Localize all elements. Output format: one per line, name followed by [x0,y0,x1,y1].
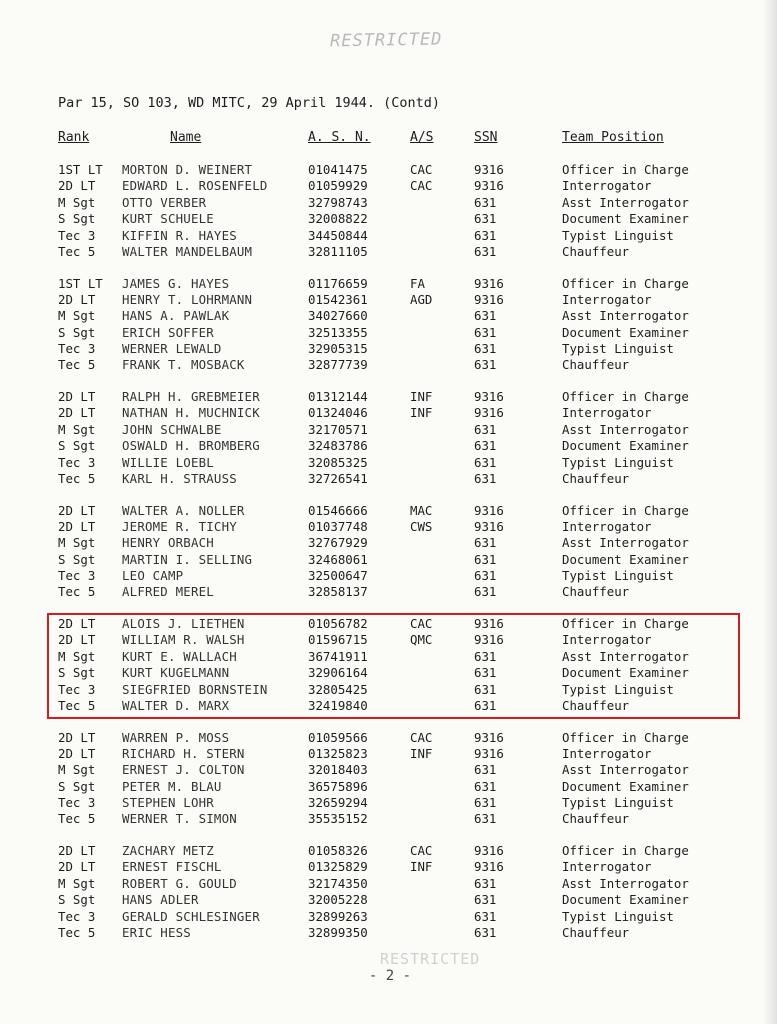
ssn-cell: 631 [474,308,497,324]
ssn-cell: 631 [474,535,497,551]
team-position-cell: Asst Interrogator [562,648,689,664]
header-ssn: SSN [474,130,498,145]
rank-cell: Tec 3 [58,908,96,924]
rank-cell: S Sgt [58,551,96,567]
name-cell: MARTIN I. SELLING [122,551,253,567]
name-cell: WERNER T. SIMON [122,811,237,827]
asn-cell: 32468061 [308,551,368,567]
name-cell: NATHAN H. MUCHNICK [122,405,260,421]
rank-cell: Tec 5 [58,357,96,373]
document-heading: Par 15, SO 103, WD MITC, 29 April 1944. (Contd) [58,95,441,111]
table-row [0,909,777,925]
team-position-cell: Typist Linguist [562,227,674,243]
ssn-cell: 631 [474,551,497,567]
name-cell: ERNEST J. COLTON [122,762,245,778]
ssn-cell: 9316 [474,859,504,875]
table-row [0,843,777,859]
asn-cell: 01542361 [308,291,368,307]
name-cell: ERICH SOFFER [122,324,214,340]
team-block [0,730,777,844]
rank-cell: 2D LT [58,291,96,307]
highlighted-team-box [47,613,740,719]
ssn-cell: 631 [474,243,497,259]
table-row [0,276,777,292]
ssn-cell: 9316 [474,178,504,194]
rank-cell: Tec 5 [58,584,96,600]
name-cell: ROBERT G. GOULD [122,875,237,891]
name-cell: RALPH H. GREBMEIER [122,389,260,404]
asn-cell: 32659294 [308,795,368,811]
table-row [0,422,777,438]
rank-cell: M Sgt [58,648,96,664]
asn-cell: 01325823 [308,745,368,761]
asn-cell: 32858137 [308,584,368,600]
rank-cell: 1ST LT [58,162,103,177]
ssn-cell: 631 [474,194,497,210]
team-position-cell: Officer in Charge [562,162,689,177]
asn-cell: 32899263 [308,908,368,924]
ssn-cell: 631 [474,811,497,827]
table-row [0,292,777,308]
name-cell: WALTER D. MARX [122,697,230,713]
name-cell: KIFFIN R. HAYES [122,227,237,243]
team-position-cell: Document Examiner [562,324,689,340]
table-row [0,762,777,778]
ssn-cell: 631 [474,892,497,908]
ssn-cell: 631 [474,454,497,470]
as-cell: CAC [410,729,433,745]
team-position-cell: Asst Interrogator [562,421,689,437]
team-position-cell: Asst Interrogator [562,194,689,210]
ssn-cell: 631 [474,227,497,243]
rank-cell: S Sgt [58,324,96,340]
asn-cell: 01058326 [308,843,368,858]
name-cell: ERNEST FISCHL [122,859,222,875]
ssn-cell: 9316 [474,291,504,307]
name-cell: KURT KUGELMANN [122,665,230,681]
team-position-cell: Asst Interrogator [562,535,689,551]
ssn-cell: 9316 [474,162,504,177]
team-position-cell: Typist Linguist [562,454,674,470]
rank-cell: S Sgt [58,438,96,454]
as-cell: FA [410,275,425,291]
name-cell: KURT SCHUELE [122,211,214,227]
table-row [0,925,777,941]
rank-cell: Tec 3 [58,568,96,584]
team-block [0,276,777,390]
name-cell: HANS A. PAWLAK [122,308,230,324]
header-as: A/S [410,130,434,145]
team-position-cell: Interrogator [562,405,652,421]
table-row [0,519,777,535]
team-roster [0,162,777,957]
rank-cell: S Sgt [58,892,96,908]
ssn-cell: 631 [474,568,497,584]
asn-cell: 32500647 [308,568,368,584]
rank-cell: Tec 5 [58,243,96,259]
name-cell: MORTON D. WEINERT [122,162,253,177]
rank-cell: Tec 3 [58,454,96,470]
rank-cell: 2D LT [58,616,96,631]
ssn-cell: 9316 [474,745,504,761]
as-cell: MAC [410,502,433,518]
ssn-cell: 631 [474,341,497,357]
team-position-cell: Chauffeur [562,811,630,827]
column-headers [0,130,777,152]
team-position-cell: Asst Interrogator [562,762,689,778]
asn-cell: 32018403 [308,762,368,778]
team-position-cell: Document Examiner [562,551,689,567]
table-row [0,892,777,908]
asn-cell: 32805425 [308,681,368,697]
table-row [0,195,777,211]
table-row [0,341,777,357]
table-row [0,584,777,600]
asn-cell: 32419840 [308,697,368,713]
asn-cell: 32798743 [308,194,368,210]
ssn-cell: 631 [474,924,497,940]
team-position-cell: Typist Linguist [562,795,674,811]
name-cell: WARREN P. MOSS [122,729,230,745]
name-cell: GERALD SCHLESINGER [122,908,260,924]
rank-cell: 2D LT [58,389,96,404]
team-position-cell: Officer in Charge [562,729,689,745]
name-cell: ZACHARY METZ [122,843,214,858]
as-cell: AGD [410,291,433,307]
ssn-cell: 631 [474,648,497,664]
ssn-cell: 9316 [474,843,504,858]
name-cell: HANS ADLER [122,892,199,908]
as-cell: CAC [410,616,433,631]
ssn-cell: 631 [474,681,497,697]
table-row [0,811,777,827]
asn-cell: 36741911 [308,648,368,664]
name-cell: WILLIE LOEBL [122,454,214,470]
team-position-cell: Interrogator [562,178,652,194]
team-position-cell: Typist Linguist [562,568,674,584]
table-row [0,228,777,244]
team-position-cell: Document Examiner [562,778,689,794]
asn-cell: 32483786 [308,438,368,454]
rank-cell: 2D LT [58,518,96,534]
header-name: Name [170,130,202,145]
name-cell: WALTER A. NOLLER [122,502,245,518]
table-row [0,405,777,421]
header-rank: Rank [58,130,90,145]
team-position-cell: Interrogator [562,632,652,648]
rank-cell: 2D LT [58,502,96,518]
name-cell: ALOIS J. LIETHEN [122,616,245,631]
name-cell: OSWALD H. BROMBERG [122,438,260,454]
name-cell: HENRY ORBACH [122,535,214,551]
team-position-cell: Document Examiner [562,438,689,454]
name-cell: STEPHEN LOHR [122,795,214,811]
asn-cell: 01059566 [308,729,368,745]
as-cell: INF [410,405,433,421]
as-cell: CAC [410,178,433,194]
table-row [0,178,777,194]
name-cell: KARL H. STRAUSS [122,470,237,486]
name-cell: ALFRED MEREL [122,584,214,600]
table-row [0,859,777,875]
name-cell: WALTER MANDELBAUM [122,243,253,259]
team-position-cell: Typist Linguist [562,341,674,357]
as-cell: INF [410,389,433,404]
table-row [0,779,777,795]
table-row [0,746,777,762]
table-row [0,308,777,324]
table-row [0,552,777,568]
ssn-cell: 9316 [474,729,504,745]
team-position-cell: Typist Linguist [562,681,674,697]
name-cell: LEO CAMP [122,568,184,584]
asn-cell: 01176659 [308,275,368,291]
ssn-cell: 631 [474,665,497,681]
team-position-cell: Interrogator [562,518,652,534]
ssn-cell: 631 [474,697,497,713]
ssn-cell: 631 [474,438,497,454]
rank-cell: Tec 3 [58,681,96,697]
rank-cell: M Sgt [58,762,96,778]
team-position-cell: Typist Linguist [562,908,674,924]
restricted-stamp-bottom: RESTRICTED [380,950,481,968]
ssn-cell: 631 [474,584,497,600]
team-position-cell: Chauffeur [562,924,630,940]
team-position-cell: Asst Interrogator [562,308,689,324]
name-cell: ERIC HESS [122,924,191,940]
table-row [0,211,777,227]
asn-cell: 01056782 [308,616,368,631]
team-position-cell: Chauffeur [562,584,630,600]
team-position-cell: Document Examiner [562,211,689,227]
asn-cell: 01324046 [308,405,368,421]
ssn-cell: 631 [474,470,497,486]
rank-cell: 2D LT [58,178,96,194]
as-cell: CWS [410,518,433,534]
asn-cell: 32906164 [308,665,368,681]
name-cell: JAMES G. HAYES [122,275,230,291]
ssn-cell: 631 [474,211,497,227]
name-cell: KURT E. WALLACH [122,648,237,664]
asn-cell: 32513355 [308,324,368,340]
asn-cell: 01325829 [308,859,368,875]
rank-cell: Tec 5 [58,924,96,940]
team-block [0,503,777,617]
rank-cell: Tec 3 [58,795,96,811]
table-row [0,503,777,519]
table-row [0,438,777,454]
ssn-cell: 631 [474,324,497,340]
team-position-cell: Document Examiner [562,892,689,908]
team-position-cell: Asst Interrogator [562,875,689,891]
asn-cell: 35535152 [308,811,368,827]
restricted-stamp-top: RESTRICTED [329,29,443,52]
asn-cell: 32726541 [308,470,368,486]
rank-cell: Tec 3 [58,341,96,357]
team-position-cell: Officer in Charge [562,502,689,518]
rank-cell: 1ST LT [58,275,103,291]
asn-cell: 01312144 [308,389,368,404]
ssn-cell: 631 [474,795,497,811]
name-cell: EDWARD L. ROSENFELD [122,178,268,194]
asn-cell: 32905315 [308,341,368,357]
ssn-cell: 9316 [474,632,504,648]
page-number: - 2 - [368,968,412,984]
team-position-cell: Officer in Charge [562,843,689,858]
asn-cell: 32170571 [308,421,368,437]
name-cell: JEROME R. TICHY [122,518,237,534]
rank-cell: Tec 5 [58,697,96,713]
header-asn: A. S. N. [308,130,371,145]
team-position-cell: Officer in Charge [562,275,689,291]
rank-cell: 2D LT [58,859,96,875]
team-position-cell: Interrogator [562,859,652,875]
table-row [0,535,777,551]
asn-cell: 36575896 [308,778,368,794]
ssn-cell: 631 [474,908,497,924]
table-row [0,730,777,746]
name-cell: PETER M. BLAU [122,778,222,794]
asn-cell: 32811105 [308,243,368,259]
team-position-cell: Interrogator [562,291,652,307]
rank-cell: 2D LT [58,405,96,421]
table-row [0,876,777,892]
asn-cell: 34027660 [308,308,368,324]
ssn-cell: 9316 [474,389,504,404]
rank-cell: 2D LT [58,843,96,858]
name-cell: OTTO VERBER [122,194,207,210]
rank-cell: Tec 5 [58,470,96,486]
ssn-cell: 9316 [474,518,504,534]
asn-cell: 32899350 [308,924,368,940]
asn-cell: 32877739 [308,357,368,373]
table-row [0,162,777,178]
table-row [0,568,777,584]
rank-cell: M Sgt [58,875,96,891]
team-position-cell: Chauffeur [562,470,630,486]
as-cell: QMC [410,632,433,648]
team-position-cell: Chauffeur [562,357,630,373]
rank-cell: M Sgt [58,421,96,437]
ssn-cell: 631 [474,421,497,437]
asn-cell: 01546666 [308,502,368,518]
team-block [0,389,777,503]
rank-cell: M Sgt [58,535,96,551]
team-position-cell: Interrogator [562,745,652,761]
asn-cell: 01596715 [308,632,368,648]
rank-cell: 2D LT [58,745,96,761]
asn-cell: 34450844 [308,227,368,243]
name-cell: FRANK T. MOSBACK [122,357,245,373]
name-cell: JOHN SCHWALBE [122,421,222,437]
asn-cell: 01059929 [308,178,368,194]
table-row [0,455,777,471]
rank-cell: M Sgt [58,308,96,324]
asn-cell: 32174350 [308,875,368,891]
asn-cell: 32008822 [308,211,368,227]
rank-cell: 2D LT [58,729,96,745]
asn-cell: 32767929 [308,535,368,551]
team-position-cell: Officer in Charge [562,616,689,631]
as-cell: INF [410,859,433,875]
team-position-cell: Officer in Charge [562,389,689,404]
ssn-cell: 631 [474,762,497,778]
rank-cell: S Sgt [58,665,96,681]
rank-cell: S Sgt [58,778,96,794]
team-position-cell: Chauffeur [562,697,630,713]
table-row [0,244,777,260]
table-row [0,795,777,811]
ssn-cell: 9316 [474,275,504,291]
name-cell: WERNER LEWALD [122,341,222,357]
as-cell: CAC [410,162,433,177]
ssn-cell: 9316 [474,502,504,518]
rank-cell: M Sgt [58,194,96,210]
team-position-cell: Document Examiner [562,665,689,681]
as-cell: INF [410,745,433,761]
ssn-cell: 631 [474,778,497,794]
table-row [0,389,777,405]
name-cell: WILLIAM R. WALSH [122,632,245,648]
name-cell: SIEGFRIED BORNSTEIN [122,681,268,697]
ssn-cell: 9316 [474,616,504,631]
rank-cell: Tec 5 [58,811,96,827]
rank-cell: 2D LT [58,632,96,648]
asn-cell: 01037748 [308,518,368,534]
asn-cell: 32085325 [308,454,368,470]
name-cell: RICHARD H. STERN [122,745,245,761]
ssn-cell: 9316 [474,405,504,421]
asn-cell: 32005228 [308,892,368,908]
ssn-cell: 631 [474,357,497,373]
as-cell: CAC [410,843,433,858]
name-cell: HENRY T. LOHRMANN [122,291,253,307]
team-block [0,843,777,957]
header-team-position: Team Position [562,130,664,145]
table-row [0,471,777,487]
table-row [0,325,777,341]
rank-cell: S Sgt [58,211,96,227]
rank-cell: Tec 3 [58,227,96,243]
team-position-cell: Chauffeur [562,243,630,259]
asn-cell: 01041475 [308,162,368,177]
team-block [0,162,777,276]
ssn-cell: 631 [474,875,497,891]
table-row [0,357,777,373]
